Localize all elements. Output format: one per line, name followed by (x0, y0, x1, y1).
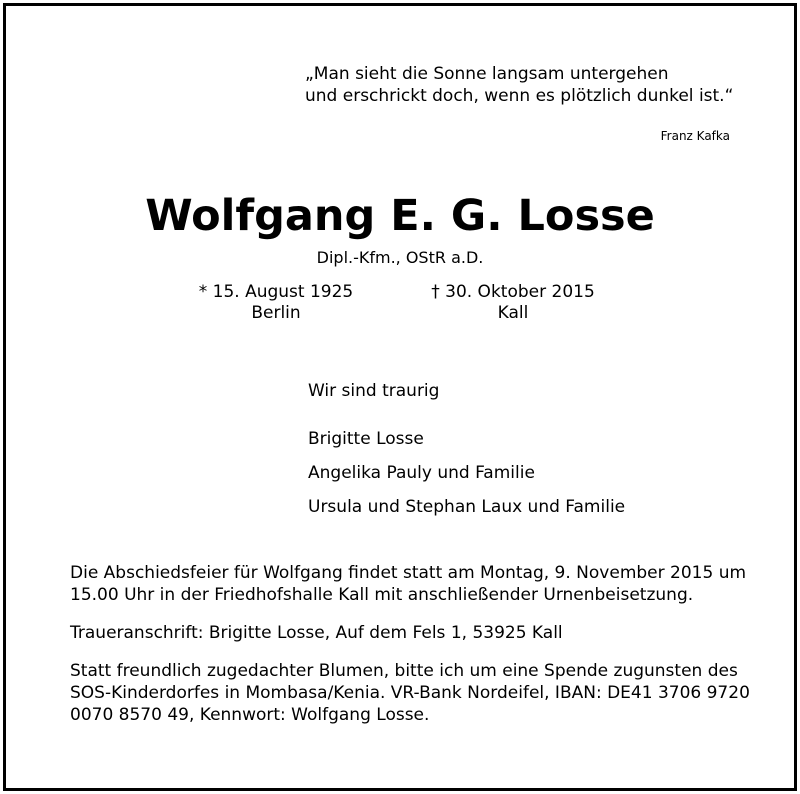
mourner-name: Brigitte Losse (308, 429, 424, 449)
death-date: † 30. Oktober 2015 (431, 282, 595, 302)
death-block (393, 282, 633, 324)
deceased-titles: Dipl.-Kfm., OStR a.D. (316, 248, 484, 267)
funeral-information (70, 562, 750, 742)
birth-block (156, 282, 396, 324)
mourners-list (308, 380, 625, 530)
birth-place: Berlin (251, 303, 301, 323)
donation-line-1: Statt freundlich zugedachter Blumen, bitte ich um eine Spende zugunsten des (70, 661, 738, 681)
birth-date: * 15. August 1925 (198, 282, 354, 302)
death-place: Kall (497, 303, 529, 323)
kafka-quote (305, 63, 733, 107)
quote-line-1: „Man sieht die Sonne langsam untergehen (305, 64, 669, 84)
mourner-name: Angelika Pauly und Familie (308, 463, 535, 483)
quote-author: Franz Kafka (660, 129, 730, 143)
deceased-name: Wolfgang E. G. Losse (145, 191, 655, 241)
quote-line-2: und erschrickt doch, wenn es plötzlich dunkel ist.“ (305, 86, 734, 106)
donation-paragraph (70, 660, 750, 726)
mourner-name: Ursula und Stephan Laux und Familie (308, 497, 626, 517)
ceremony-line-1: Die Abschiedsfeier für Wolfgang findet statt am Montag, 9. November 2015 um (70, 563, 747, 583)
donation-line-3: 0070 8570 49, Kennwort: Wolfgang Losse. (70, 705, 430, 725)
mourners-intro: Wir sind traurig (308, 381, 440, 401)
ceremony-line-2: 15.00 Uhr in der Friedhofshalle Kall mit anschließender Urnenbeisetzung. (70, 585, 694, 605)
mourning-address: Traueranschrift: Brigitte Losse, Auf dem Fels 1, 53925 Kall (70, 623, 563, 643)
ceremony-paragraph (70, 562, 747, 606)
donation-line-2: SOS-Kinderdorfes in Mombasa/Kenia. VR-Bank Nordeifel, IBAN: DE41 3706 9720 (70, 683, 750, 703)
address-paragraph (70, 622, 740, 644)
